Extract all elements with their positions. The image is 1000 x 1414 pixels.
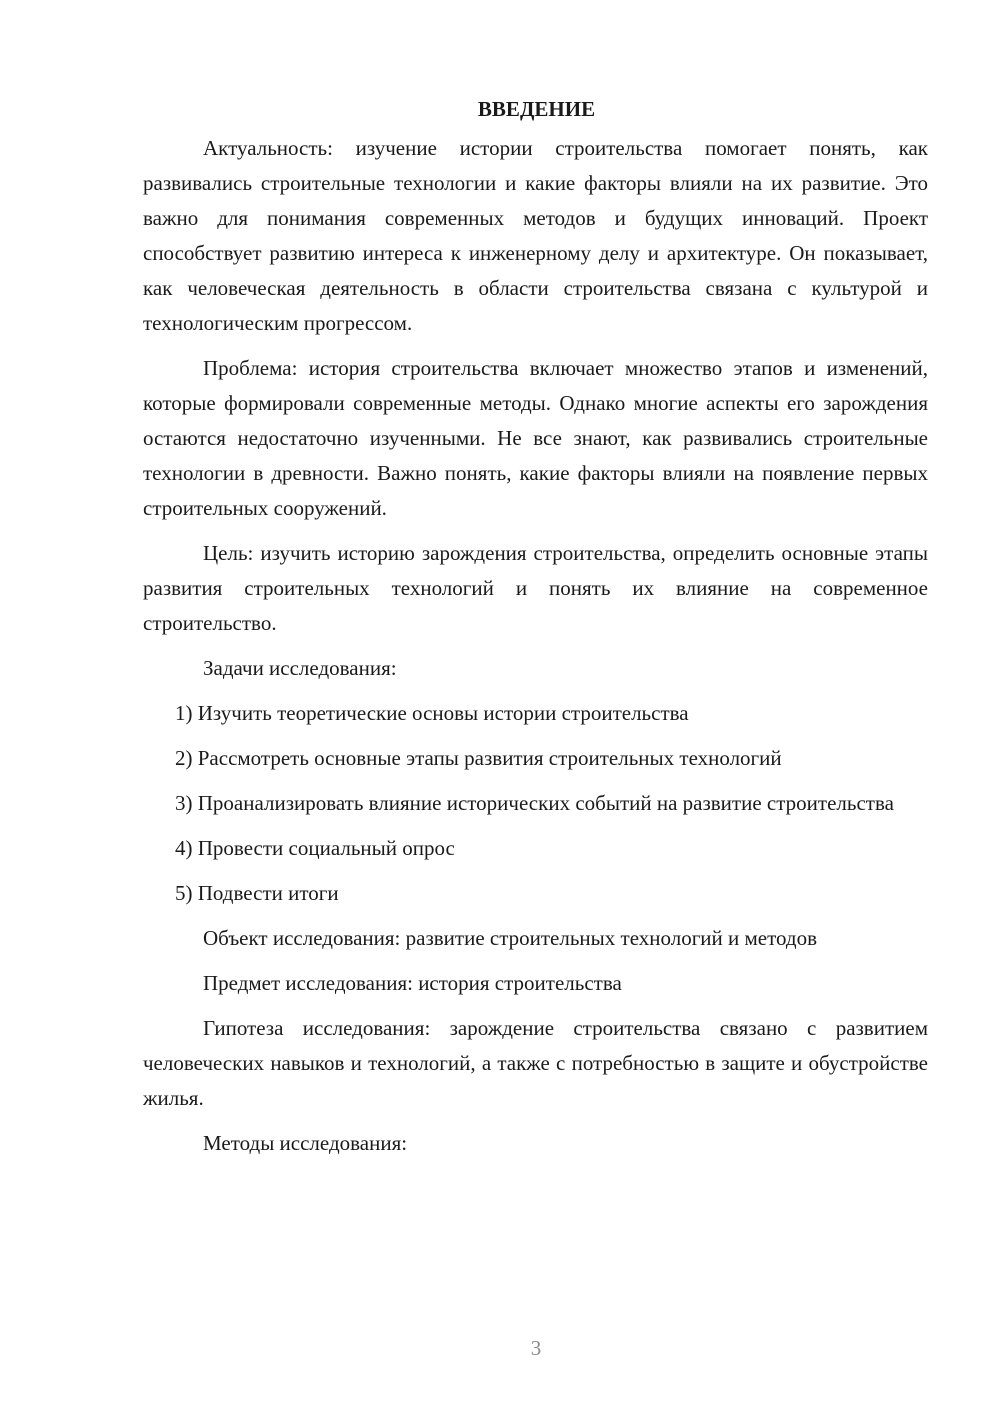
problem-paragraph: Проблема: история строительства включает множество этапов и изменений, которые формировали современные методы. Однако многие аспекты его зарождения остаются недостаточно изученными. Не все знают, как развивались строительные технологии в древности. Важно понять, какие факторы влияли на появление первых строительных сооружений. <box>143 356 928 520</box>
hypothesis-paragraph: Гипотеза исследования: зарождение строительства связано с развитием человеческих навыков и технологий, а также с потребностью в защите и обустройстве жилья. <box>143 1016 928 1110</box>
methods-heading: Методы исследования: <box>203 1131 408 1155</box>
page-number: 3 <box>530 1336 542 1360</box>
subject-paragraph: Предмет исследования: история строительства <box>203 971 622 995</box>
task-item-3: 3) Проанализировать влияние исторических событий на развитие строительства <box>175 791 894 815</box>
document-page <box>143 92 928 1171</box>
task-item-1: 1) Изучить теоретические основы истории строительства <box>175 701 689 725</box>
goal-paragraph: Цель: изучить историю зарождения строительства, определить основные этапы развития строительных технологий и понять их влияние на современное строительство. <box>143 541 928 635</box>
object-paragraph: Объект исследования: развитие строительных технологий и методов <box>203 926 818 950</box>
tasks-heading: Задачи исследования: <box>203 656 397 680</box>
task-item-2: 2) Рассмотреть основные этапы развития строительных технологий <box>175 746 782 770</box>
task-item-4: 4) Провести социальный опрос <box>175 836 455 860</box>
section-title: ВВЕДЕНИЕ <box>477 97 596 121</box>
relevance-paragraph: Актуальность: изучение истории строительства помогает понять, как развивались строительные технологии и какие факторы влияли на их развитие. Это важно для понимания современных методов и будущих инноваций. Проект способствует развитию интереса к инженерному делу и архитектуре. Он показывает, как человеческая деятельность в области строительства связана с культурой и технологическим прогрессом. <box>143 136 928 335</box>
task-item-5: 5) Подвести итоги <box>175 881 339 905</box>
